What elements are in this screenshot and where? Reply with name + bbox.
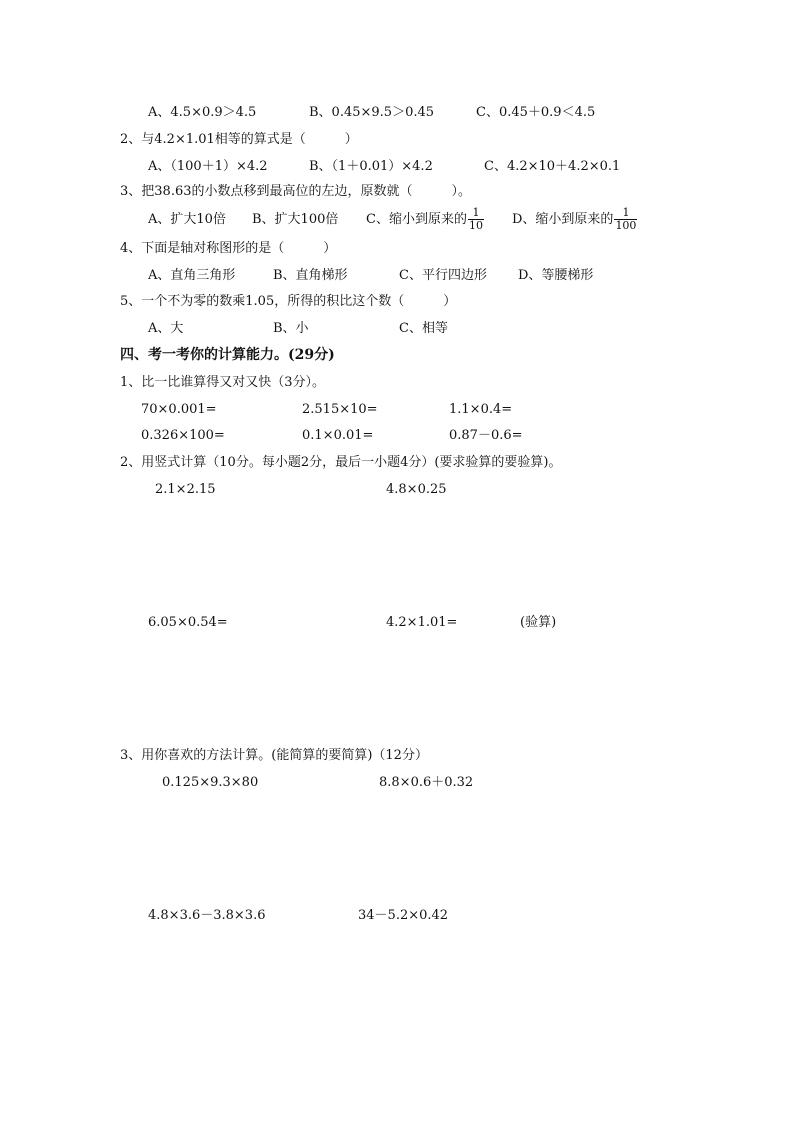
- fraction-numerator: 1: [622, 206, 630, 219]
- s4-q1-item-6: 0.87－0.6=: [449, 428, 523, 443]
- mc2-option-c: C、4.2×10＋4.2×0.1: [484, 159, 621, 174]
- fraction-one-hundredth: [614, 207, 637, 232]
- mc-prev-option-a: A、4.5×0.9＞4.5: [148, 105, 257, 120]
- s4-q1-item-5: 0.1×0.01=: [302, 428, 374, 443]
- s4-q1-title: 1、比一比谁算得又对又快（3分）。: [120, 375, 326, 390]
- fraction-denominator: 10: [468, 219, 483, 232]
- mc4-option-d: D、等腰梯形: [518, 268, 594, 283]
- mc5-option-a: A、大: [148, 321, 184, 336]
- s4-q1-item-1: 70×0.001=: [141, 402, 217, 417]
- mc-prev-option-c: C、0.45＋0.9＜4.5: [476, 105, 596, 120]
- fraction-denominator: 100: [615, 219, 637, 232]
- mc-prev-option-b: B、0.45×9.5＞0.45: [309, 105, 435, 120]
- mc4-stem: 4、下面是轴对称图形的是（ ）: [120, 241, 337, 256]
- s4-q3-item-2: 8.8×0.6＋0.32: [379, 775, 474, 790]
- mc3-option-d-label: D、缩小到原来的: [512, 212, 614, 227]
- s4-q2-title: 2、用竖式计算（10分。每小题2分，最后一小题4分）(要求验算的要验算)。: [120, 455, 562, 470]
- s4-q1-item-3: 1.1×0.4=: [449, 402, 513, 417]
- mc2-option-a: A、（100＋1）×4.2: [148, 159, 268, 174]
- mc3-option-c-label: C、缩小到原来的: [366, 212, 467, 227]
- mc2-stem: 2、与4.2×1.01相等的算式是（ ）: [120, 132, 358, 147]
- mc4-option-b: B、直角梯形: [273, 268, 348, 283]
- mc5-option-c: C、相等: [399, 321, 448, 336]
- mc2-option-b: B、（1＋0.01）×4.2: [309, 159, 433, 174]
- section-4-title: 四、考一考你的计算能力。(29分): [120, 347, 335, 363]
- mc5-option-b: B、小: [273, 321, 309, 336]
- mc3-option-a: A、扩大10倍: [148, 212, 226, 227]
- mc4-option-c: C、平行四边形: [399, 268, 487, 283]
- mc3-option-b: B、扩大100倍: [252, 212, 339, 227]
- fraction-numerator: 1: [472, 206, 480, 219]
- s4-q2-item-2: 4.8×0.25: [386, 482, 447, 497]
- s4-q2-check-label: (验算): [520, 615, 557, 630]
- s4-q3-title: 3、用你喜欢的方法计算。(能简算的要简算)（12分）: [120, 748, 428, 763]
- s4-q2-item-3: 6.05×0.54=: [148, 615, 228, 630]
- mc3-option-c: [366, 204, 484, 236]
- fraction-one-tenth: [468, 207, 484, 232]
- s4-q1-item-4: 0.326×100=: [141, 428, 225, 443]
- mc4-option-a: A、直角三角形: [148, 268, 236, 283]
- mc5-stem: 5、一个不为零的数乘1.05，所得的积比这个数（ ）: [120, 294, 457, 309]
- s4-q3-item-3: 4.8×3.6－3.8×3.6: [148, 908, 266, 923]
- mc3-option-d: [512, 204, 637, 236]
- s4-q2-item-1: 2.1×2.15: [155, 482, 216, 497]
- mc3-stem: 3、把38.63的小数点移到最高位的左边，原数就（ ）。: [120, 184, 471, 199]
- s4-q2-item-4: 4.2×1.01=: [386, 615, 458, 630]
- s4-q3-item-4: 34－5.2×0.42: [358, 908, 449, 923]
- s4-q1-item-2: 2.515×10=: [302, 402, 378, 417]
- s4-q3-item-1: 0.125×9.3×80: [162, 775, 259, 790]
